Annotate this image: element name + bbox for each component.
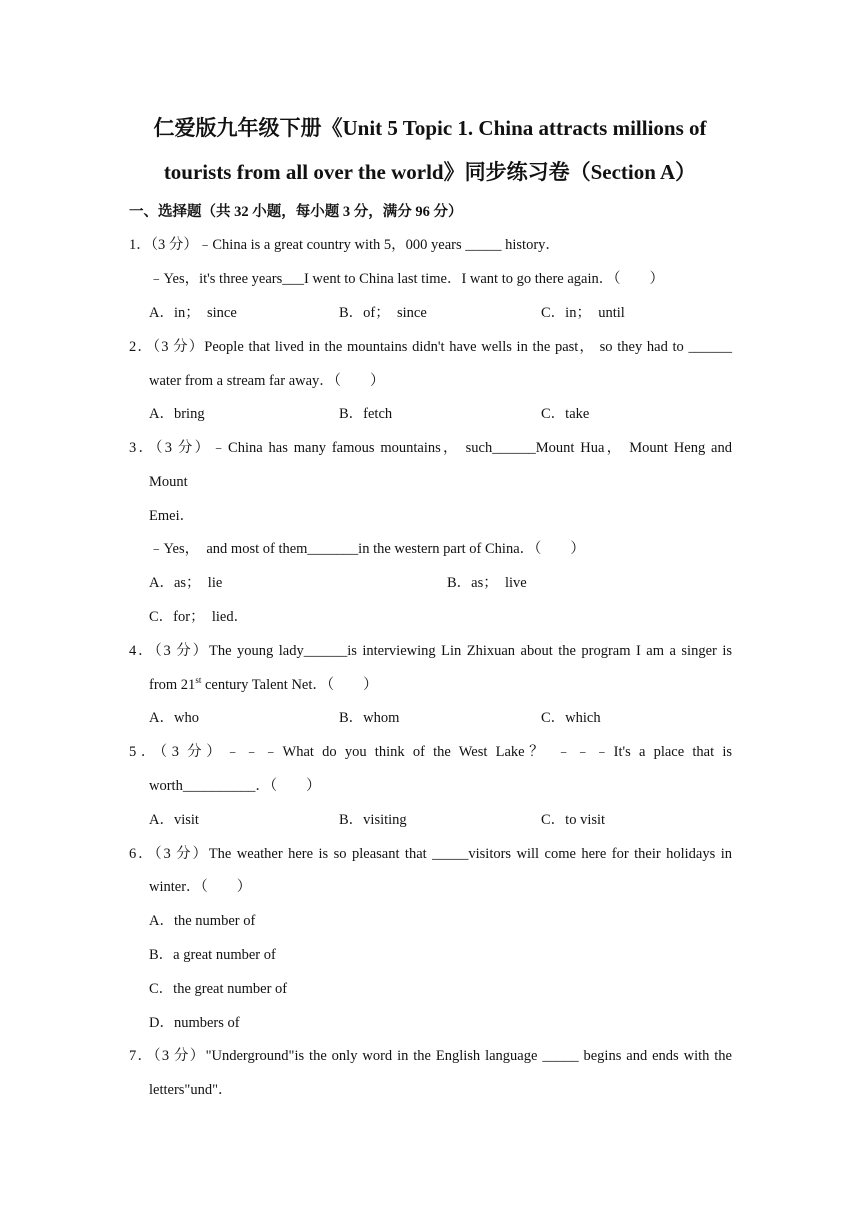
question-stem: Mount [149, 474, 188, 490]
question-stem [149, 675, 378, 693]
question-stem: winter．（ ） [149, 879, 252, 895]
question-stem: 7．（3 分）"Underground"is the only word in the English language _____ begins and ends with the [129, 1048, 732, 1064]
document-title-line-2: tourists from all over the world》同步练习卷（Section A） [163, 160, 697, 184]
option-c: C．to visit [541, 812, 606, 828]
question-stem-part: from 21 [149, 677, 196, 693]
option-a: A．visit [149, 812, 199, 828]
option-c: C．in； until [541, 305, 625, 321]
question-stem: Emei． [149, 508, 195, 524]
question-stem: 6．（3 分）The weather here is so pleasant that _____visitors will come here for their holidays in [129, 846, 732, 862]
option-c: C．which [541, 710, 601, 726]
option-c: C．take [541, 406, 590, 422]
question-stem: 3．（3 分）﹣China has many famous mountains， such______Mount Hua， Mount Heng and [129, 440, 732, 456]
option-d: D．numbers of [149, 1015, 240, 1031]
option-b: B．as； live [447, 575, 527, 591]
option-b: B．visiting [339, 812, 407, 828]
option-b: B．whom [339, 710, 400, 726]
option-c: C．the great number of [149, 981, 288, 997]
question-stem: ﹣Yes， and most of them_______in the western part of China．（ ） [149, 541, 585, 557]
section-heading: 一、选择题（共 32 小题，每小题 3 分，满分 96 分） [129, 204, 463, 220]
option-a: A．bring [149, 406, 205, 422]
question-stem-part: century Talent Net．（ ） [201, 677, 378, 693]
option-b: B．fetch [339, 406, 393, 422]
question-stem: 1．（3 分）﹣China is a great country with 5，000 years _____ history． [129, 237, 560, 253]
option-a: A．as； lie [149, 575, 223, 591]
question-stem: 4．（3 分）The young lady______is interviewing Lin Zhixuan about the program I am a singer is [129, 643, 732, 659]
question-stem: 2．（3 分）People that lived in the mountains didn't have wells in the past， so they had to ______ [129, 339, 732, 355]
document-title-line-1: 仁爱版九年级下册《Unit 5 Topic 1. China attracts millions of [153, 116, 707, 140]
option-b: B．a great number of [149, 947, 276, 963]
question-stem: ﹣Yes，it's three years___I went to China last time．I want to go there again．（ ） [149, 271, 664, 287]
option-a: A．who [149, 710, 199, 726]
superscript-ordinal: st [195, 675, 202, 685]
option-a: A．in； since [149, 305, 237, 321]
question-stem: worth__________．（ ） [149, 778, 321, 794]
question-stem: water from a stream far away．（ ） [149, 373, 385, 389]
option-b: B．of； since [339, 305, 427, 321]
question-stem: letters"und"． [149, 1082, 233, 1098]
question-stem: 5．（3 分）﹣﹣﹣What do you think of the West Lake？ ﹣﹣﹣It's a place that is [129, 744, 732, 760]
option-a: A．the number of [149, 913, 256, 929]
option-c: C．for； lied． [149, 609, 249, 625]
